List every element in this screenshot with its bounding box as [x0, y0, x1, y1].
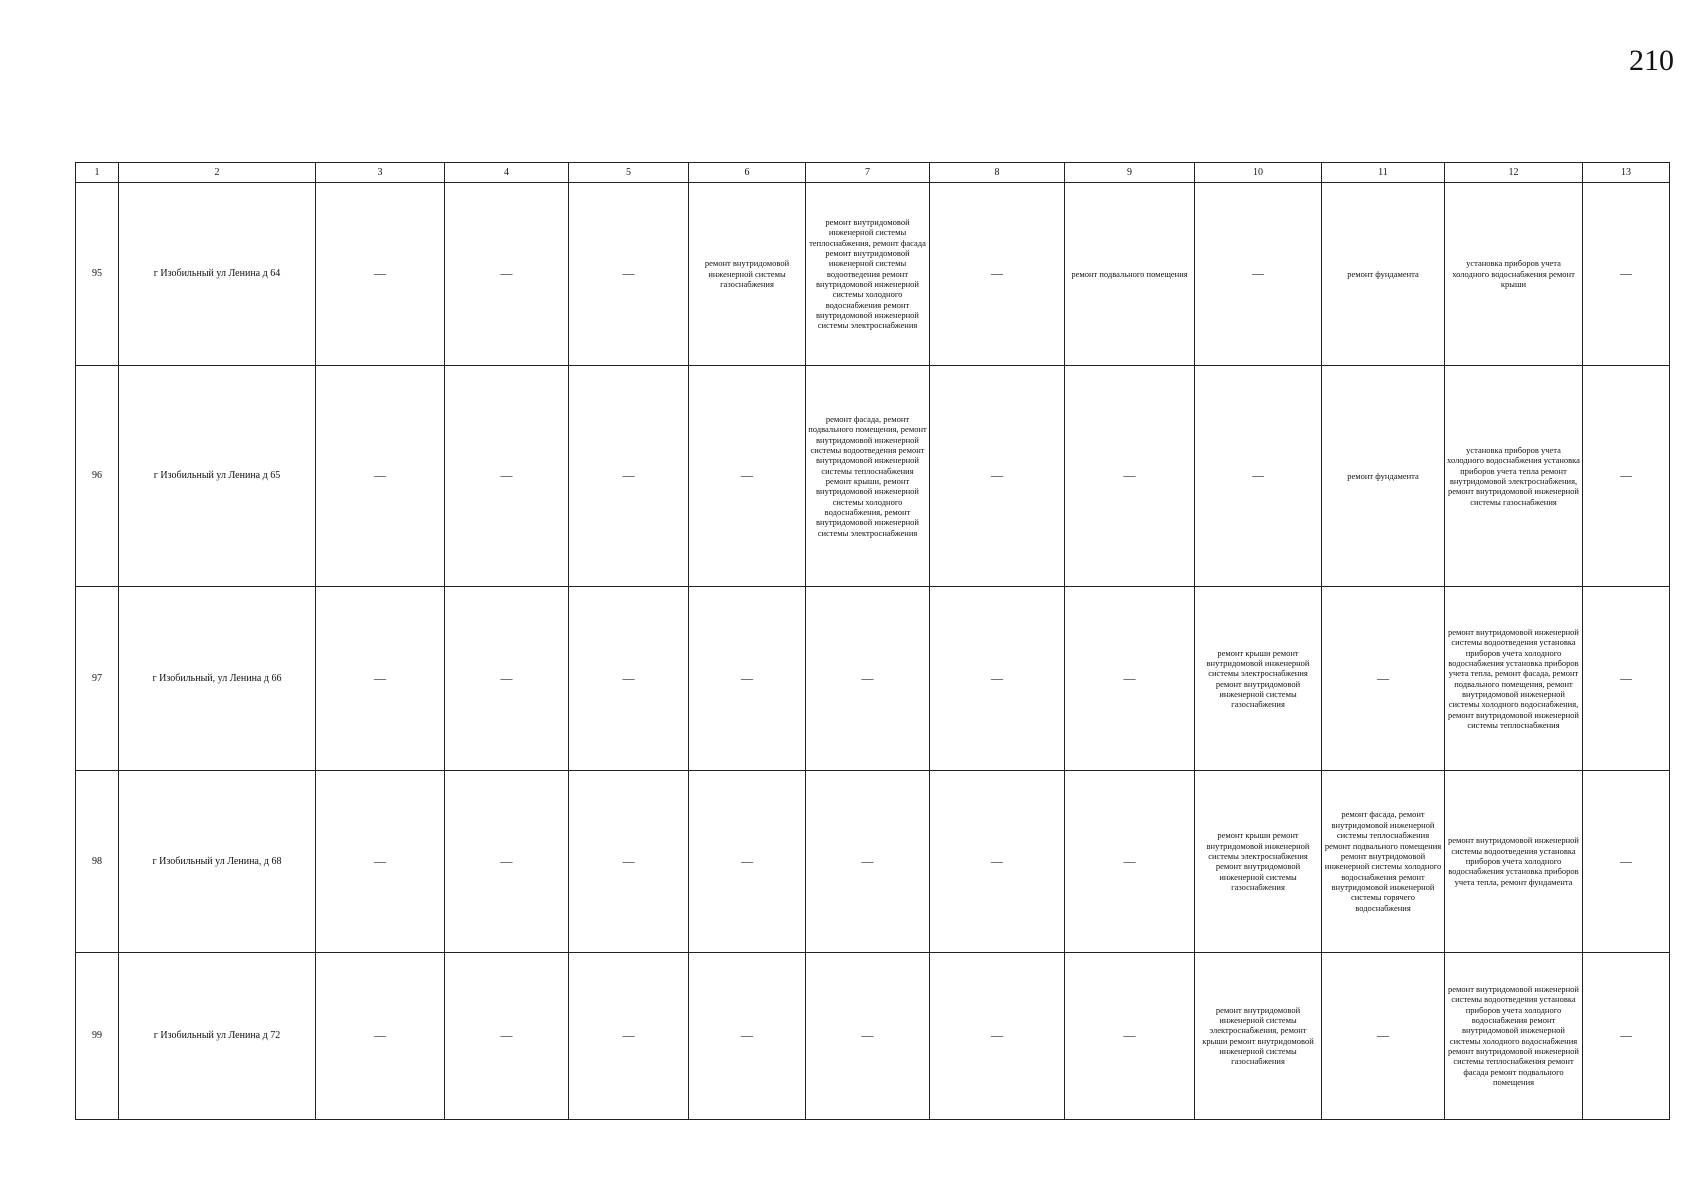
row-number: 98: [76, 771, 119, 953]
row-address: г Изобильный, ул Ленина д 66: [119, 587, 316, 771]
row-address: г Изобильный ул Ленина, д 68: [119, 771, 316, 953]
table-cell: —: [1195, 365, 1322, 587]
table-cell: ремонт фасада, ремонт подвального помещения, ремонт внутридомовой инженерной системы водоотведения ремонт внутридомовой инженерной системы теплоснабжения ремонт крыши, ремонт внутридомовой инженерной системы холодного водоснабжения, ремонт внутридомовой инженерной системы электроснабжения: [806, 365, 930, 587]
table-cell: —: [316, 365, 445, 587]
table-cell: —: [445, 183, 569, 366]
column-header: 11: [1322, 163, 1445, 183]
row-number: 97: [76, 587, 119, 771]
column-number-row: [76, 163, 1670, 183]
table-cell: ремонт подвального помещения: [1065, 183, 1195, 366]
table-cell: —: [1065, 587, 1195, 771]
table-cell: —: [1583, 183, 1670, 366]
table-row: [76, 183, 1670, 366]
row-address: г Изобильный ул Ленина д 72: [119, 952, 316, 1119]
row-address: г Изобильный ул Ленина д 64: [119, 183, 316, 366]
table-cell: ремонт внутридомовой инженерной системы газоснабжения: [689, 183, 806, 366]
table-cell: ремонт фундамента: [1322, 183, 1445, 366]
column-header: 4: [445, 163, 569, 183]
table-cell: ремонт фундамента: [1322, 365, 1445, 587]
table-cell: —: [930, 183, 1065, 366]
table-cell: —: [689, 365, 806, 587]
table-cell: —: [445, 771, 569, 953]
table-cell: —: [316, 183, 445, 366]
column-header: 6: [689, 163, 806, 183]
table-cell: ремонт внутридомовой инженерной системы водоотведения установка приборов учета холодного водоснабжения установка приборов учета тепла, ремонт фасада, ремонт подвального помещения, ремонт внутридомовой инженерной системы холодного водоснабжения, ремонт внутридомовой инженерной системы теплоснабжения: [1445, 587, 1583, 771]
table-cell: установка приборов учета холодного водоснабжения установка приборов учета тепла ремонт внутридомовой электроснабжения, ремонт внутридомовой инженерной системы газоснабжения: [1445, 365, 1583, 587]
table-cell: —: [569, 771, 689, 953]
table-cell: —: [1583, 771, 1670, 953]
table-cell: ремонт внутридомовой инженерной системы водоотведения установка приборов учета холодного водоснабжения установка приборов учета тепла, ремонт фундамента: [1445, 771, 1583, 953]
table-row: [76, 771, 1670, 953]
row-number: 96: [76, 365, 119, 587]
table-cell: —: [316, 587, 445, 771]
table-cell: —: [569, 952, 689, 1119]
column-header: 10: [1195, 163, 1322, 183]
column-header: 5: [569, 163, 689, 183]
table-cell: —: [316, 952, 445, 1119]
row-number: 99: [76, 952, 119, 1119]
table-cell: ремонт крыши ремонт внутридомовой инженерной системы электроснабжения ремонт внутридомовой инженерной системы газоснабжения: [1195, 771, 1322, 953]
table-cell: —: [569, 183, 689, 366]
column-header: 9: [1065, 163, 1195, 183]
table-cell: —: [1322, 587, 1445, 771]
column-header: 13: [1583, 163, 1670, 183]
column-header: 3: [316, 163, 445, 183]
column-header: 8: [930, 163, 1065, 183]
table-cell: —: [569, 365, 689, 587]
table-cell: ремонт крыши ремонт внутридомовой инженерной системы электроснабжения ремонт внутридомовой инженерной системы газоснабжения: [1195, 587, 1322, 771]
table-cell: —: [1065, 771, 1195, 953]
table-cell: —: [316, 771, 445, 953]
table-cell: —: [445, 365, 569, 587]
table-row: [76, 365, 1670, 587]
table-cell: —: [930, 952, 1065, 1119]
table-cell: —: [569, 587, 689, 771]
table-cell: —: [930, 587, 1065, 771]
table-cell: —: [930, 365, 1065, 587]
table-cell: ремонт фасада, ремонт внутридомовой инженерной системы теплоснабжения ремонт подвального помещения ремонт внутридомовой инженерной системы холодного водоснабжения ремонт внутридомовой инженерной системы горячего водоснабжения: [1322, 771, 1445, 953]
table-cell: —: [689, 587, 806, 771]
page-number: 210: [1629, 44, 1674, 77]
table-cell: ремонт внутридомовой инженерной системы водоотведения установка приборов учета холодного водоснабжения ремонт внутридомовой инженерной системы холодного водоснабжения ремонт внутридомовой инженерной системы теплоснабжения ремонт фасада ремонт подвального помещения: [1445, 952, 1583, 1119]
table-cell: —: [689, 771, 806, 953]
table-cell: —: [445, 587, 569, 771]
table-cell: —: [806, 771, 930, 953]
row-number: 95: [76, 183, 119, 366]
column-header: 1: [76, 163, 119, 183]
table-cell: —: [1583, 587, 1670, 771]
table-cell: —: [1583, 952, 1670, 1119]
table-cell: —: [1322, 952, 1445, 1119]
table-cell: —: [806, 952, 930, 1119]
table-row: [76, 952, 1670, 1119]
table-cell: —: [1065, 952, 1195, 1119]
table-cell: ремонт внутридомовой инженерной системы электроснабжения, ремонт крыши ремонт внутридомовой инженерной системы газоснабжения: [1195, 952, 1322, 1119]
column-header: 7: [806, 163, 930, 183]
table-cell: установка приборов учета холодного водоснабжения ремонт крыши: [1445, 183, 1583, 366]
table-cell: —: [1583, 365, 1670, 587]
table-cell: —: [806, 587, 930, 771]
column-header: 2: [119, 163, 316, 183]
table-cell: ремонт внутридомовой инженерной системы теплоснабжения, ремонт фасада ремонт внутридомовой инженерной системы водоотведения ремонт внутридомовой инженерной системы холодного водоснабжения ремонт внутридомовой инженерной системы электроснабжения: [806, 183, 930, 366]
table-cell: —: [1195, 183, 1322, 366]
table-cell: —: [445, 952, 569, 1119]
table-row: [76, 587, 1670, 771]
row-address: г Изобильный ул Ленина д 65: [119, 365, 316, 587]
table-cell: —: [930, 771, 1065, 953]
column-header: 12: [1445, 163, 1583, 183]
repair-schedule-table: [75, 162, 1670, 1120]
table-cell: —: [689, 952, 806, 1119]
table-cell: —: [1065, 365, 1195, 587]
